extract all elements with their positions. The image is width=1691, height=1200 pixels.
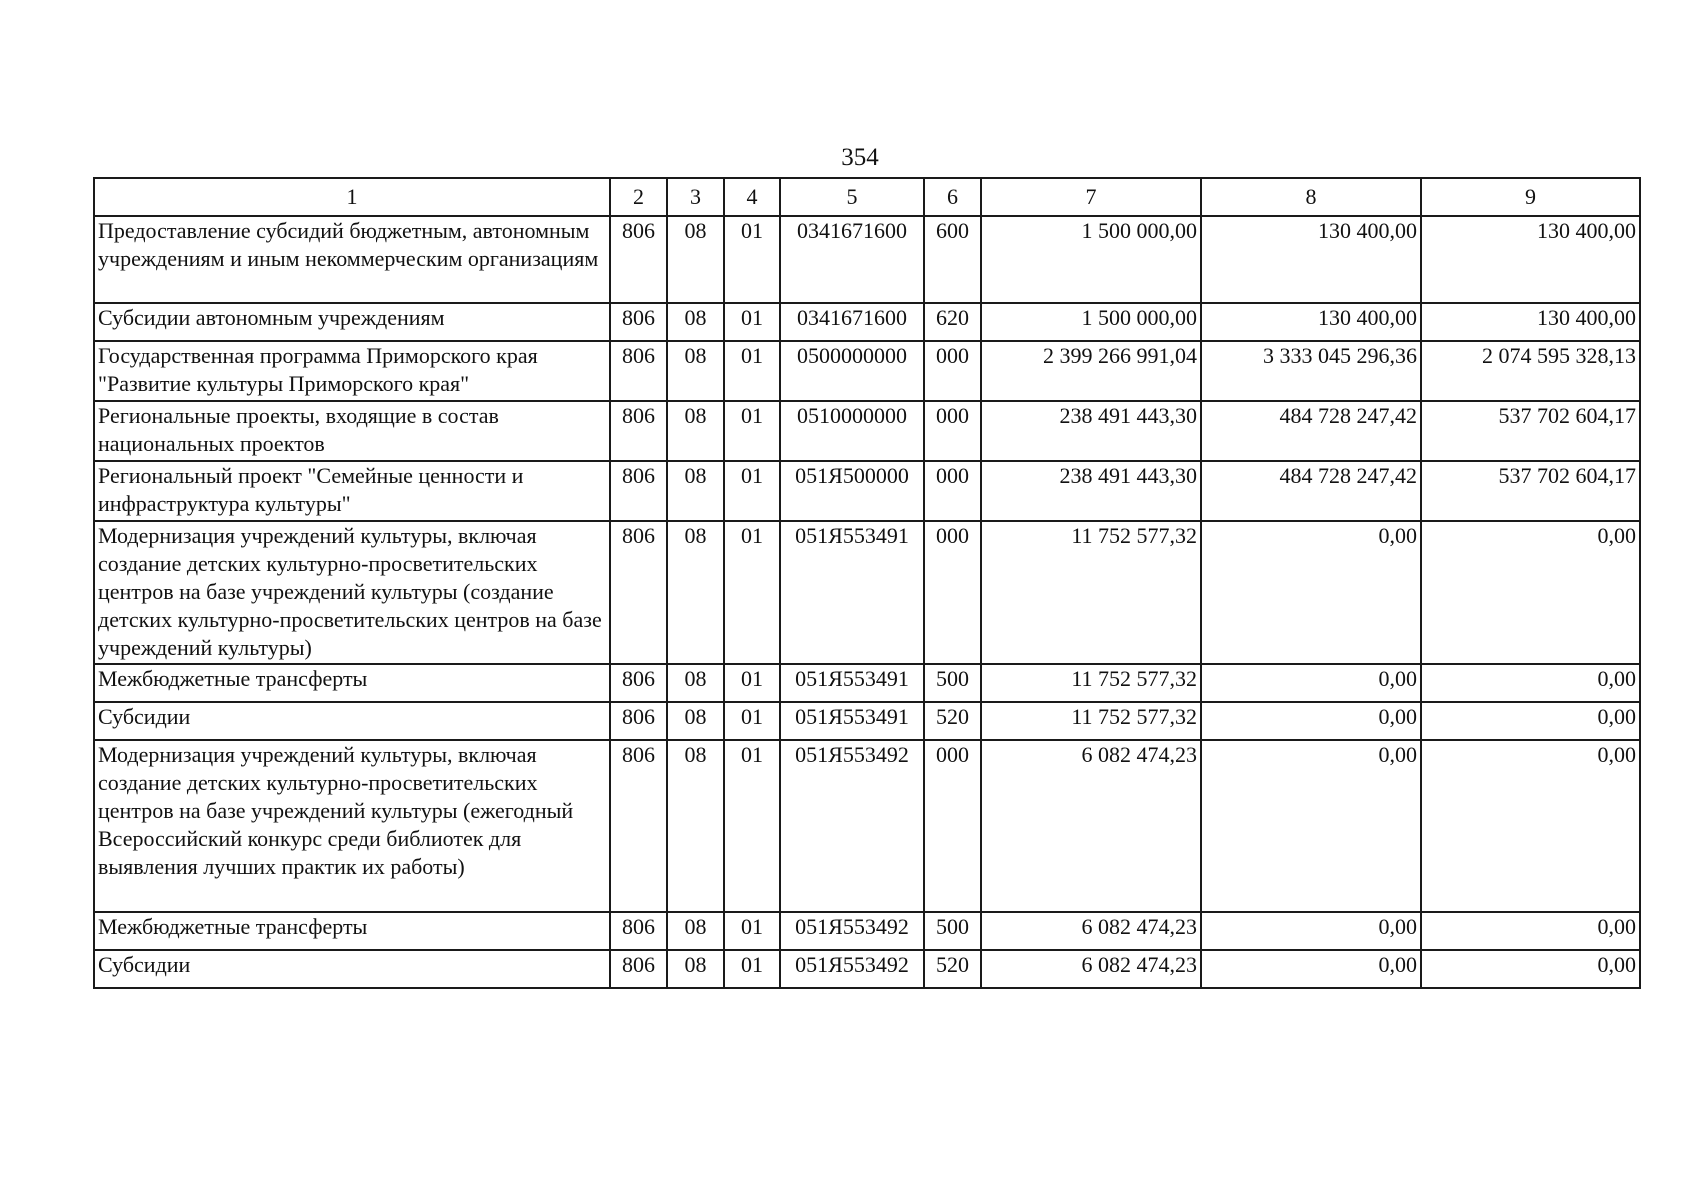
amount-col7: 6 082 474,23 (981, 950, 1201, 988)
code-expense-type: 520 (924, 702, 981, 740)
amount-col9: 130 400,00 (1421, 216, 1640, 303)
table-row (94, 461, 1640, 521)
row-name: Предоставление субсидий бюджетным, автономным учреждениям и иным некоммерческим организациям (94, 216, 610, 303)
code-subsection: 01 (724, 401, 780, 461)
code-section: 08 (667, 950, 724, 988)
amount-col9: 0,00 (1421, 702, 1640, 740)
code-subsection: 01 (724, 216, 780, 303)
code-subsection: 01 (724, 740, 780, 912)
column-header: 3 (667, 178, 724, 216)
code-expense-type: 000 (924, 461, 981, 521)
code-subsection: 01 (724, 702, 780, 740)
code-target-article: 051Я553492 (780, 740, 924, 912)
code-ministry: 806 (610, 216, 667, 303)
amount-col8: 0,00 (1201, 702, 1421, 740)
code-expense-type: 000 (924, 341, 981, 401)
amount-col9: 537 702 604,17 (1421, 461, 1640, 521)
row-name: Межбюджетные трансферты (94, 664, 610, 702)
code-expense-type: 620 (924, 303, 981, 341)
column-header: 5 (780, 178, 924, 216)
code-expense-type: 000 (924, 521, 981, 664)
code-target-article: 051Я553491 (780, 521, 924, 664)
table-row (94, 216, 1640, 303)
code-section: 08 (667, 740, 724, 912)
code-target-article: 051Я553491 (780, 664, 924, 702)
code-target-article: 051Я553492 (780, 950, 924, 988)
amount-col8: 0,00 (1201, 664, 1421, 702)
code-section: 08 (667, 303, 724, 341)
code-subsection: 01 (724, 912, 780, 950)
amount-col8: 130 400,00 (1201, 303, 1421, 341)
code-target-article: 051Я553492 (780, 912, 924, 950)
row-name: Субсидии (94, 950, 610, 988)
code-subsection: 01 (724, 341, 780, 401)
code-subsection: 01 (724, 950, 780, 988)
amount-col9: 0,00 (1421, 740, 1640, 912)
amount-col9: 2 074 595 328,13 (1421, 341, 1640, 401)
page-number: 354 (841, 144, 879, 171)
row-name: Государственная программа Приморского края "Развитие культуры Приморского края" (94, 341, 610, 401)
code-expense-type: 500 (924, 912, 981, 950)
code-subsection: 01 (724, 303, 780, 341)
amount-col8: 484 728 247,42 (1201, 401, 1421, 461)
code-ministry: 806 (610, 912, 667, 950)
amount-col9: 537 702 604,17 (1421, 401, 1640, 461)
code-ministry: 806 (610, 950, 667, 988)
amount-col7: 238 491 443,30 (981, 401, 1201, 461)
amount-col8: 0,00 (1201, 521, 1421, 664)
amount-col8: 0,00 (1201, 950, 1421, 988)
code-ministry: 806 (610, 341, 667, 401)
code-target-article: 051Я500000 (780, 461, 924, 521)
column-header: 7 (981, 178, 1201, 216)
row-name: Межбюджетные трансферты (94, 912, 610, 950)
amount-col9: 130 400,00 (1421, 303, 1640, 341)
amount-col8: 130 400,00 (1201, 216, 1421, 303)
amount-col7: 1 500 000,00 (981, 303, 1201, 341)
budget-table (93, 177, 1641, 989)
code-section: 08 (667, 341, 724, 401)
code-expense-type: 520 (924, 950, 981, 988)
amount-col9: 0,00 (1421, 664, 1640, 702)
amount-col8: 3 333 045 296,36 (1201, 341, 1421, 401)
code-expense-type: 600 (924, 216, 981, 303)
code-ministry: 806 (610, 664, 667, 702)
amount-col7: 11 752 577,32 (981, 521, 1201, 664)
table-row (94, 740, 1640, 912)
code-ministry: 806 (610, 740, 667, 912)
row-name: Региональные проекты, входящие в состав национальных проектов (94, 401, 610, 461)
amount-col9: 0,00 (1421, 950, 1640, 988)
code-expense-type: 000 (924, 740, 981, 912)
code-target-article: 0510000000 (780, 401, 924, 461)
row-name: Модернизация учреждений культуры, включая создание детских культурно-просветительских центров на базе учреждений культуры (ежегодный Всероссийский конкурс среди библиотек для выявления лучших практик их работы) (94, 740, 610, 912)
code-ministry: 806 (610, 702, 667, 740)
amount-col9: 0,00 (1421, 521, 1640, 664)
code-subsection: 01 (724, 521, 780, 664)
code-section: 08 (667, 521, 724, 664)
row-name: Субсидии автономным учреждениям (94, 303, 610, 341)
amount-col8: 0,00 (1201, 912, 1421, 950)
row-name: Субсидии (94, 702, 610, 740)
column-header: 6 (924, 178, 981, 216)
code-target-article: 0341671600 (780, 216, 924, 303)
column-header: 1 (94, 178, 610, 216)
code-section: 08 (667, 216, 724, 303)
amount-col8: 0,00 (1201, 740, 1421, 912)
amount-col9: 0,00 (1421, 912, 1640, 950)
column-header: 2 (610, 178, 667, 216)
code-subsection: 01 (724, 461, 780, 521)
amount-col7: 11 752 577,32 (981, 702, 1201, 740)
code-target-article: 0500000000 (780, 341, 924, 401)
code-section: 08 (667, 702, 724, 740)
code-ministry: 806 (610, 401, 667, 461)
amount-col7: 238 491 443,30 (981, 461, 1201, 521)
table-row (94, 912, 1640, 950)
code-section: 08 (667, 912, 724, 950)
code-ministry: 806 (610, 521, 667, 664)
code-section: 08 (667, 461, 724, 521)
amount-col7: 6 082 474,23 (981, 912, 1201, 950)
amount-col7: 11 752 577,32 (981, 664, 1201, 702)
code-section: 08 (667, 401, 724, 461)
table-row (94, 303, 1640, 341)
row-name: Региональный проект "Семейные ценности и инфраструктура культуры" (94, 461, 610, 521)
code-expense-type: 500 (924, 664, 981, 702)
table-row (94, 950, 1640, 988)
amount-col8: 484 728 247,42 (1201, 461, 1421, 521)
code-section: 08 (667, 664, 724, 702)
header-row (94, 178, 1640, 216)
table-row (94, 664, 1640, 702)
table-row (94, 521, 1640, 664)
table-row (94, 341, 1640, 401)
code-target-article: 0341671600 (780, 303, 924, 341)
column-header: 9 (1421, 178, 1640, 216)
code-expense-type: 000 (924, 401, 981, 461)
code-target-article: 051Я553491 (780, 702, 924, 740)
table-row (94, 401, 1640, 461)
code-subsection: 01 (724, 664, 780, 702)
amount-col7: 1 500 000,00 (981, 216, 1201, 303)
amount-col7: 6 082 474,23 (981, 740, 1201, 912)
column-header: 4 (724, 178, 780, 216)
column-header: 8 (1201, 178, 1421, 216)
amount-col7: 2 399 266 991,04 (981, 341, 1201, 401)
row-name: Модернизация учреждений культуры, включая создание детских культурно-просветительских центров на базе учреждений культуры (создание детских культурно-просветительских центров на базе учреждений культуры) (94, 521, 610, 664)
code-ministry: 806 (610, 303, 667, 341)
code-ministry: 806 (610, 461, 667, 521)
table-row (94, 702, 1640, 740)
